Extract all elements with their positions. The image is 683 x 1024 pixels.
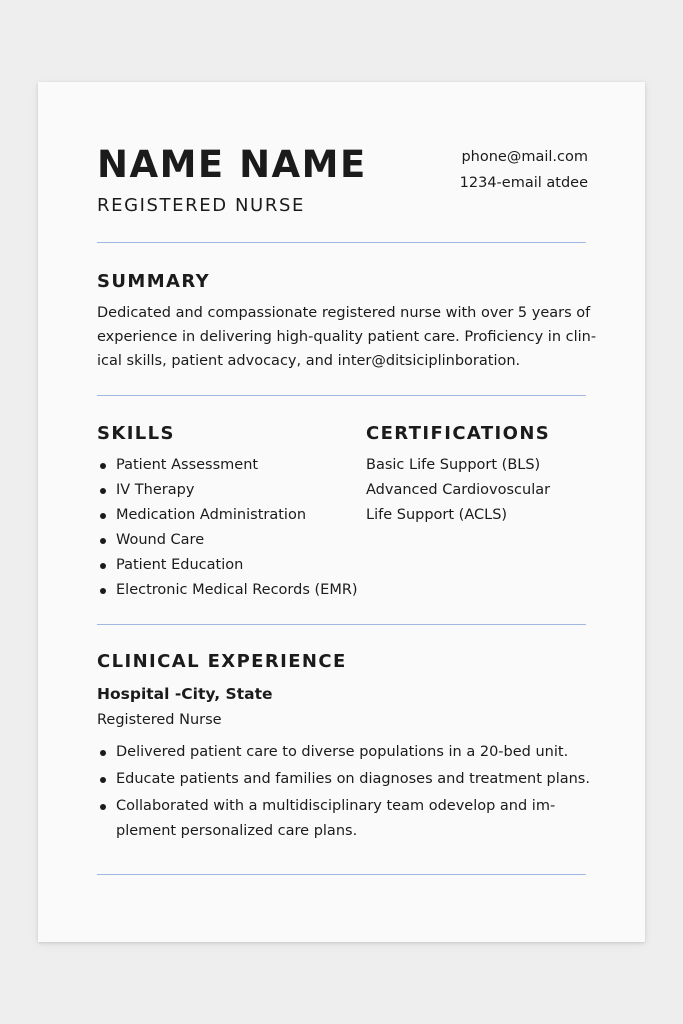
bullet-icon — [100, 804, 106, 810]
contact-secondary: 1234-email atdee — [459, 175, 588, 191]
certifications-heading: CERTIFICATIONS — [366, 423, 551, 444]
section-divider — [97, 624, 586, 625]
skill-label: Patient Education — [116, 557, 244, 573]
skill-item — [97, 553, 358, 578]
certification-line: Advanced Cardiovoscular — [366, 482, 551, 498]
bullet-icon — [100, 488, 106, 494]
duty-item — [97, 767, 590, 792]
job-title: REGISTERED NURSE — [97, 195, 305, 216]
duty-line: plement personalized care plans. — [116, 823, 358, 839]
certifications-list — [366, 453, 550, 528]
certification-line: Life Support (ACLS) — [366, 507, 508, 523]
certification-line: Basic Life Support (BLS) — [366, 457, 541, 473]
bullet-icon — [100, 513, 106, 519]
duty-item — [97, 740, 590, 765]
summary-line: experience in delivering high-quality patient care. Proficiency in clin- — [97, 329, 597, 345]
skill-label: Medication Administration — [116, 507, 307, 523]
bullet-icon — [100, 777, 106, 783]
bullet-icon — [100, 563, 106, 569]
skill-label: Electronic Medical Records (EMR) — [116, 582, 358, 598]
bullet-icon — [100, 538, 106, 544]
skill-item — [97, 528, 358, 553]
summary-text — [97, 301, 597, 373]
position-title: Registered Nurse — [97, 712, 222, 728]
skills-list — [97, 453, 358, 603]
skill-label: Patient Assessment — [116, 457, 259, 473]
summary-heading: SUMMARY — [97, 271, 211, 292]
bullet-icon — [100, 750, 106, 756]
duty-line: Delivered patient care to diverse populations in a 20-bed unit. — [116, 744, 569, 760]
candidate-name: NAME NAME — [97, 143, 367, 186]
section-divider — [97, 395, 586, 396]
duty-line: Educate patients and families on diagnoses and treatment plans. — [116, 771, 590, 787]
summary-line: ical skills, patient advocacy, and inter@ditsiciplinboration. — [97, 353, 521, 369]
skill-label: IV Therapy — [116, 482, 195, 498]
bullet-icon — [100, 463, 106, 469]
duty-item — [97, 794, 590, 844]
experience-heading: CLINICAL EXPERIENCE — [97, 651, 347, 672]
duty-line: Collaborated with a multidisciplinary team odevelop and im- — [116, 798, 556, 814]
summary-line: Dedicated and compassionate registered nurse with over 5 years of — [97, 305, 591, 321]
section-divider — [97, 874, 586, 875]
employer-name: Hospital -City, State — [97, 685, 273, 703]
skill-item — [97, 453, 358, 478]
bullet-icon — [100, 588, 106, 594]
duties-list — [97, 740, 590, 846]
resume-sheet — [38, 82, 645, 942]
skill-item — [97, 578, 358, 603]
skill-item — [97, 478, 358, 503]
contact-email: phone@mail.com — [461, 149, 588, 165]
skill-label: Wound Care — [116, 532, 205, 548]
section-divider — [97, 242, 586, 243]
skill-item — [97, 503, 358, 528]
skills-heading: SKILLS — [97, 423, 175, 444]
